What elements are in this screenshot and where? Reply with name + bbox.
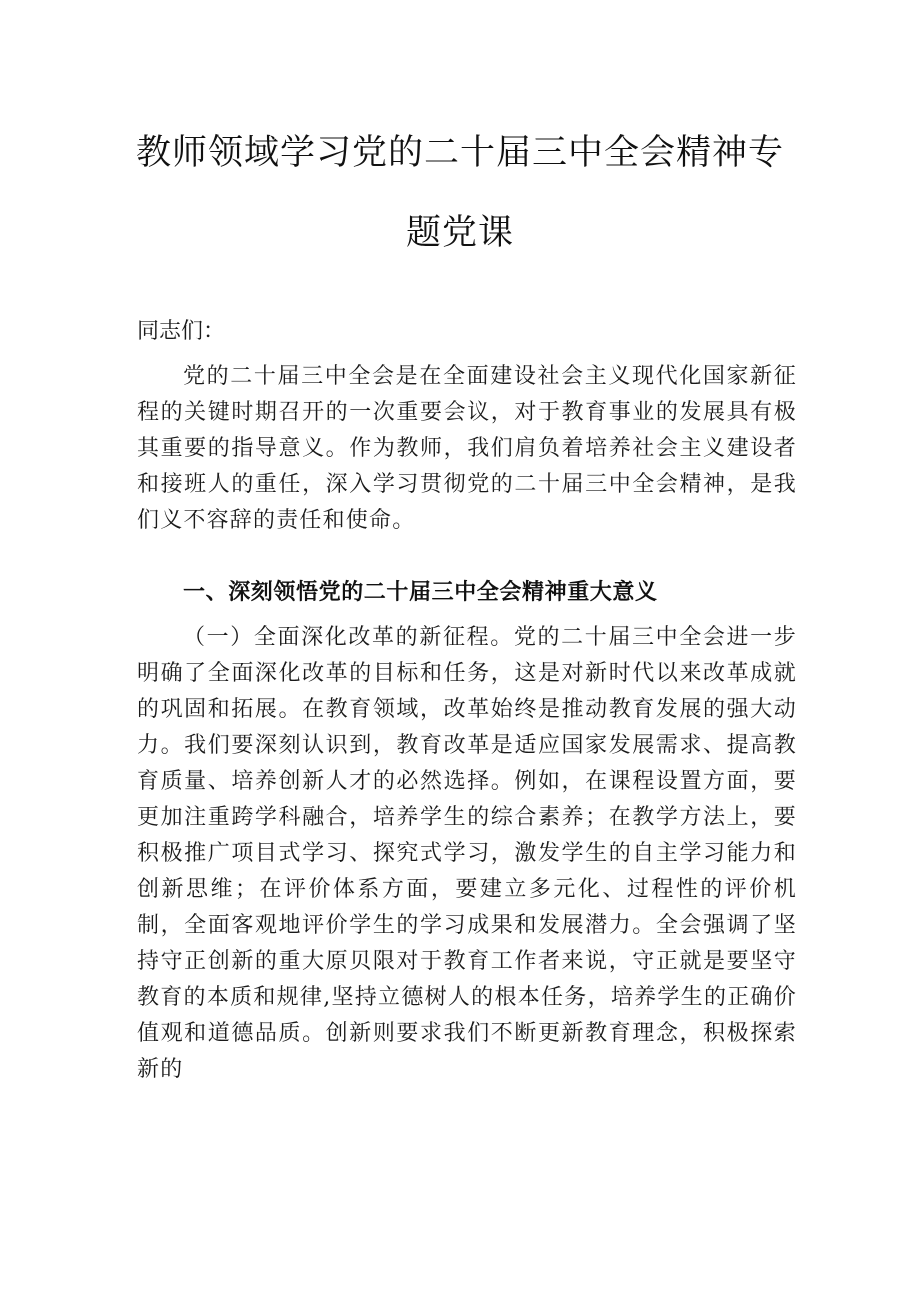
paragraph-section1: （一）全面深化改革的新征程。党的二十届三中全会进一步明确了全面深化改革的目标和任务，这是对新时代以来改革成就的巩固和拓展。在教育领域，改革始终是推动教育发展的强大动力。我们要深刻认识到，教育改革是适应国家发展需求、提高教育质量、培养创新人才的必然选择。例如，在课程设置方面，要更加注重跨学科融合，培养学生的综合素养；在教学方法上，要积极推广项目式学习、探究式学习，激发学生的自主学习能力和创新思维；在评价体系方面，要建立多元化、过程性的评价机制，全面客观地评价学生的学习成果和发展潜力。全会强调了坚持守正创新的重大原贝限对于教育工作者来说，守正就是要坚守教育的本质和规律,坚持立德树人的根本任务，培养学生的正确价值观和道德品质。创新则要求我们不断更新教育理念，积极探索新的 xyxy=(137,625,797,1082)
document-title-line-1: 教师领域学习党的二十届三中全会精神专 xyxy=(135,133,784,173)
salutation: 同志们： xyxy=(137,319,226,344)
paragraph-intro-block xyxy=(137,359,797,539)
document-title-line-2: 题党课 xyxy=(405,213,514,253)
paragraph-section1-block xyxy=(137,620,797,1088)
paragraph-intro: 党的二十届三中全会是在全面建设社会主义现代化国家新征程的关键时期召开的一次重要会议，对于教育事业的发展具有极其重要的指导意义。作为教师，我们肩负着培养社会主义建设者和接班人的重任，深入学习贯彻党的二十届三中全会精神，是我们义不容辞的责任和使命。 xyxy=(137,364,797,533)
section-heading-1: 一、深刻领悟党的二十届三中全会精神重大意义 xyxy=(183,580,658,605)
